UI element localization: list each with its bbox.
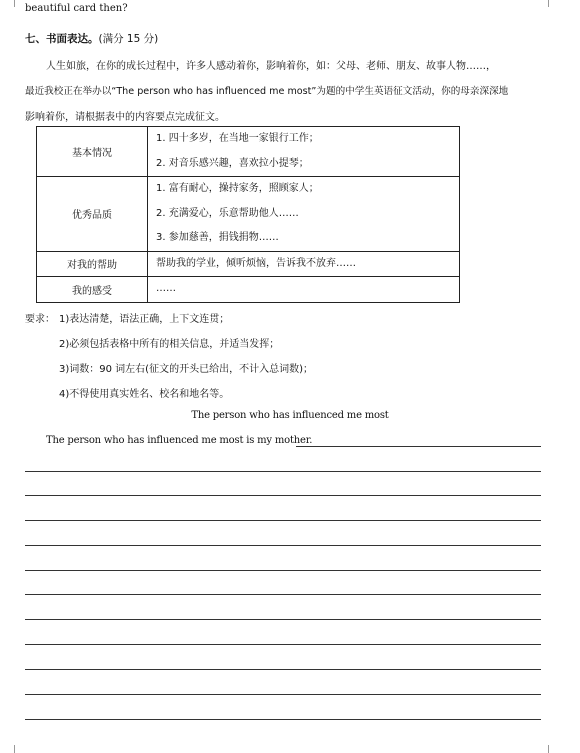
writing-line[interactable] [25, 644, 541, 645]
intro-line-3: 影响着你，请根据表中的内容要点完成征文。 [25, 112, 225, 123]
writing-line[interactable] [25, 719, 541, 720]
table-row [37, 127, 460, 177]
table-item: 帮助我的学业，倾听烦恼，告诉我不放弃…… [156, 257, 356, 269]
intro-line-2: 最近我校正在举办以“The person who has influenced me most”为题的中学生英语征文活动，你的母亲深深地 [25, 86, 509, 97]
table-row-label: 我的感受 [37, 277, 148, 303]
writing-line[interactable] [25, 694, 541, 695]
requirements-heading: 要求： [25, 314, 55, 325]
writing-line[interactable] [25, 594, 541, 595]
table-item: …… [156, 283, 176, 294]
table-row-label: 基本情况 [37, 127, 148, 177]
previous-question-tail: beautiful card then? [25, 3, 128, 14]
intro-line-1: 人生如旅，在你的成长过程中，许多人感动着你，影响着你，如：父母、老师、朋友、故事人物……， [46, 61, 496, 72]
table-row-content [148, 177, 460, 252]
essay-title: The person who has influenced me most [191, 410, 389, 421]
requirement-item: 4)不得使用真实姓名、校名和地名等。 [59, 389, 230, 400]
writing-line[interactable] [25, 520, 541, 521]
table-row-label: 优秀品质 [37, 177, 148, 252]
table-row-label: 对我的帮助 [37, 251, 148, 277]
crop-mark-top-right [548, 0, 557, 7]
crop-mark-top-left [6, 0, 15, 7]
writing-line[interactable] [25, 570, 541, 571]
section-title: 书面表达。 [46, 33, 99, 45]
table-item: 1. 四十多岁，在当地一家银行工作； [156, 133, 319, 144]
table-item: 1. 富有耐心，操持家务，照顾家人； [156, 183, 319, 194]
table-item: 2. 充满爱心，乐意帮助他人…… [156, 207, 299, 219]
section-number: 七、 [25, 33, 46, 45]
table-row-content [148, 277, 460, 303]
section-score: (满分 15 分) [98, 33, 159, 45]
requirement-item: 2)必须包括表格中所有的相关信息，并适当发挥； [59, 339, 280, 350]
table-row-content [148, 127, 460, 177]
writing-line[interactable] [25, 471, 541, 472]
writing-line[interactable] [25, 495, 541, 496]
requirement-item: 3)词数：90 词左右(征文的开头已给出，不计入总词数)； [59, 364, 313, 375]
section-heading [25, 31, 158, 46]
writing-line[interactable] [25, 545, 541, 546]
essay-opening-sentence: The person who has influenced me most is my mother. [46, 435, 313, 446]
table-item: 2. 对音乐感兴趣，喜欢拉小提琴； [156, 157, 309, 169]
writing-line[interactable] [25, 669, 541, 670]
table-row [37, 177, 460, 252]
table-row-content [148, 251, 460, 277]
info-table [36, 126, 460, 303]
table-row [37, 251, 460, 277]
table-item: 3. 参加慈善，捐钱捐物…… [156, 232, 279, 243]
requirement-item: 1)表达清楚，语法正确，上下文连贯； [59, 314, 230, 325]
writing-line[interactable] [25, 619, 541, 620]
writing-line[interactable] [296, 446, 541, 447]
table-row [37, 277, 460, 303]
